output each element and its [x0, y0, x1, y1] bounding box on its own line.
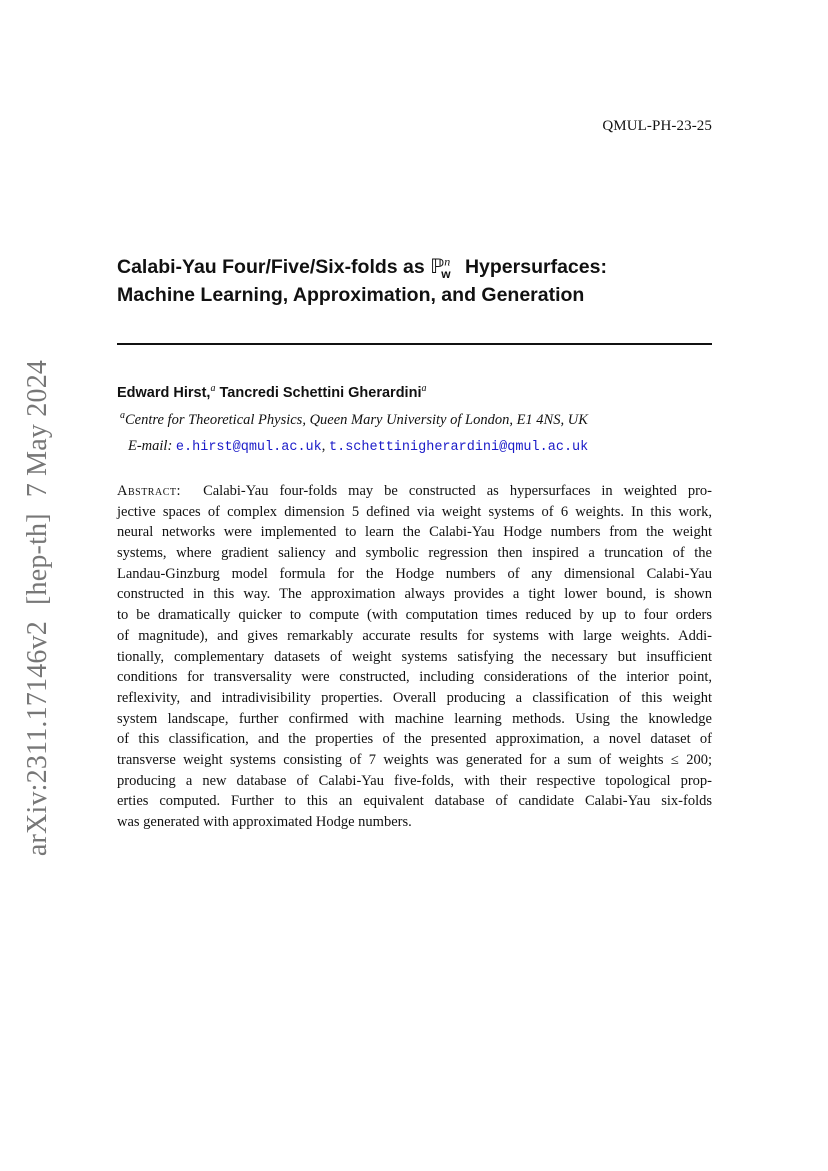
arxiv-category: [hep-th] — [22, 513, 53, 606]
abstract-line: was generated with approximated Hodge numbers. — [117, 814, 412, 830]
paper-title — [117, 252, 717, 309]
affiliation-text: Centre for Theoretical Physics, Queen Mary University of London, E1 4NS, UK — [125, 411, 588, 428]
email-line — [128, 438, 588, 455]
abstract-line: tionally, complementary datasets of weight systems satisfying the necessary but insufficient — [117, 648, 712, 665]
email-link-schettini-gherardini[interactable]: t.schettinigherardini@qmul.ac.uk — [329, 440, 589, 455]
abstract-line: of magnitude), and gives remarkably accurate results for systems with large weights. Addi- — [117, 627, 712, 644]
abstract-line-text: Calabi-Yau four-folds may be constructed as hypersurfaces in weighted pro- — [203, 483, 712, 499]
abstract-line: constructed in this way. The approximation always provides a tight lower bound, is shown — [117, 586, 712, 603]
email-link-hirst[interactable]: e.hirst@qmul.ac.uk — [175, 440, 322, 455]
author-schettini-affiliation-mark: a — [421, 383, 427, 394]
abstract — [117, 481, 712, 833]
email-label: E-mail: — [128, 438, 173, 454]
author-hirst-affiliation-mark: a — [210, 383, 216, 394]
abstract-line: transverse weight systems consisting of 7 weights was generated for a sum of weights ≤ 200; — [117, 751, 712, 768]
abstract-line: of this classification, and the properties of the presented approximation, a novel dataset of — [117, 731, 712, 748]
title-divider — [117, 343, 712, 345]
arxiv-identifier-stamp — [22, 360, 54, 856]
projective-space-weight: w — [441, 267, 451, 281]
weighted-projective-space-symbol — [430, 254, 459, 281]
abstract-line: neural networks were implemented to learn the Calabi-Yau Hodge numbers from the weight — [117, 524, 712, 541]
abstract-line: producing a new database of Calabi-Yau five-folds, with their respective topological prop- — [117, 772, 712, 789]
title-line-1-start: Calabi-Yau Four/Five/Six-folds as — [117, 256, 431, 278]
author-hirst: Edward Hirst, — [117, 384, 211, 401]
abstract-line: to be dramatically quicker to compute (with computation times reduced by up to four orders — [117, 607, 712, 624]
email-separator: , — [321, 438, 326, 454]
affiliation — [120, 410, 588, 429]
arxiv-date: 7 May 2024 — [22, 359, 53, 498]
abstract-line: systems, where gradient saliency and symbolic regression then inspired a truncation of the — [117, 545, 712, 562]
affiliation-mark: a — [120, 410, 125, 421]
abstract-line — [117, 481, 712, 502]
title-line-1-end: Hypersurfaces: — [459, 256, 607, 278]
abstract-line: reflexivity, and intradivisibility properties. Overall producing a classification of this weight — [117, 689, 712, 706]
abstract-heading: Abstract: — [117, 483, 182, 499]
report-number: QMUL-PH-23-25 — [602, 118, 712, 134]
abstract-line: system landscape, further confirmed with machine learning methods. Using the knowledge — [117, 710, 712, 727]
projective-space-p: ℙ — [430, 254, 445, 278]
abstract-line: Landau-Ginzburg model formula for the Hodge numbers of any dimensional Calabi-Yau — [117, 565, 712, 582]
abstract-line: erties computed. Further to this an equivalent database of candidate Calabi-Yau six-folds — [117, 793, 712, 810]
author-schettini-gherardini: Tancredi Schettini Gherardini — [219, 384, 422, 401]
abstract-line: conditions for transversality were constructed, including considerations of the interior point, — [117, 669, 712, 686]
title-line-2: Machine Learning, Approximation, and Generation — [117, 284, 585, 306]
arxiv-id: arXiv:2311.17146v2 — [22, 621, 53, 857]
author-list — [117, 383, 426, 401]
title-line-1 — [117, 252, 717, 281]
abstract-line: jective spaces of complex dimension 5 defined via weight systems of 6 weights. In this work, — [117, 503, 712, 520]
projective-space-dimension: n — [444, 254, 451, 269]
